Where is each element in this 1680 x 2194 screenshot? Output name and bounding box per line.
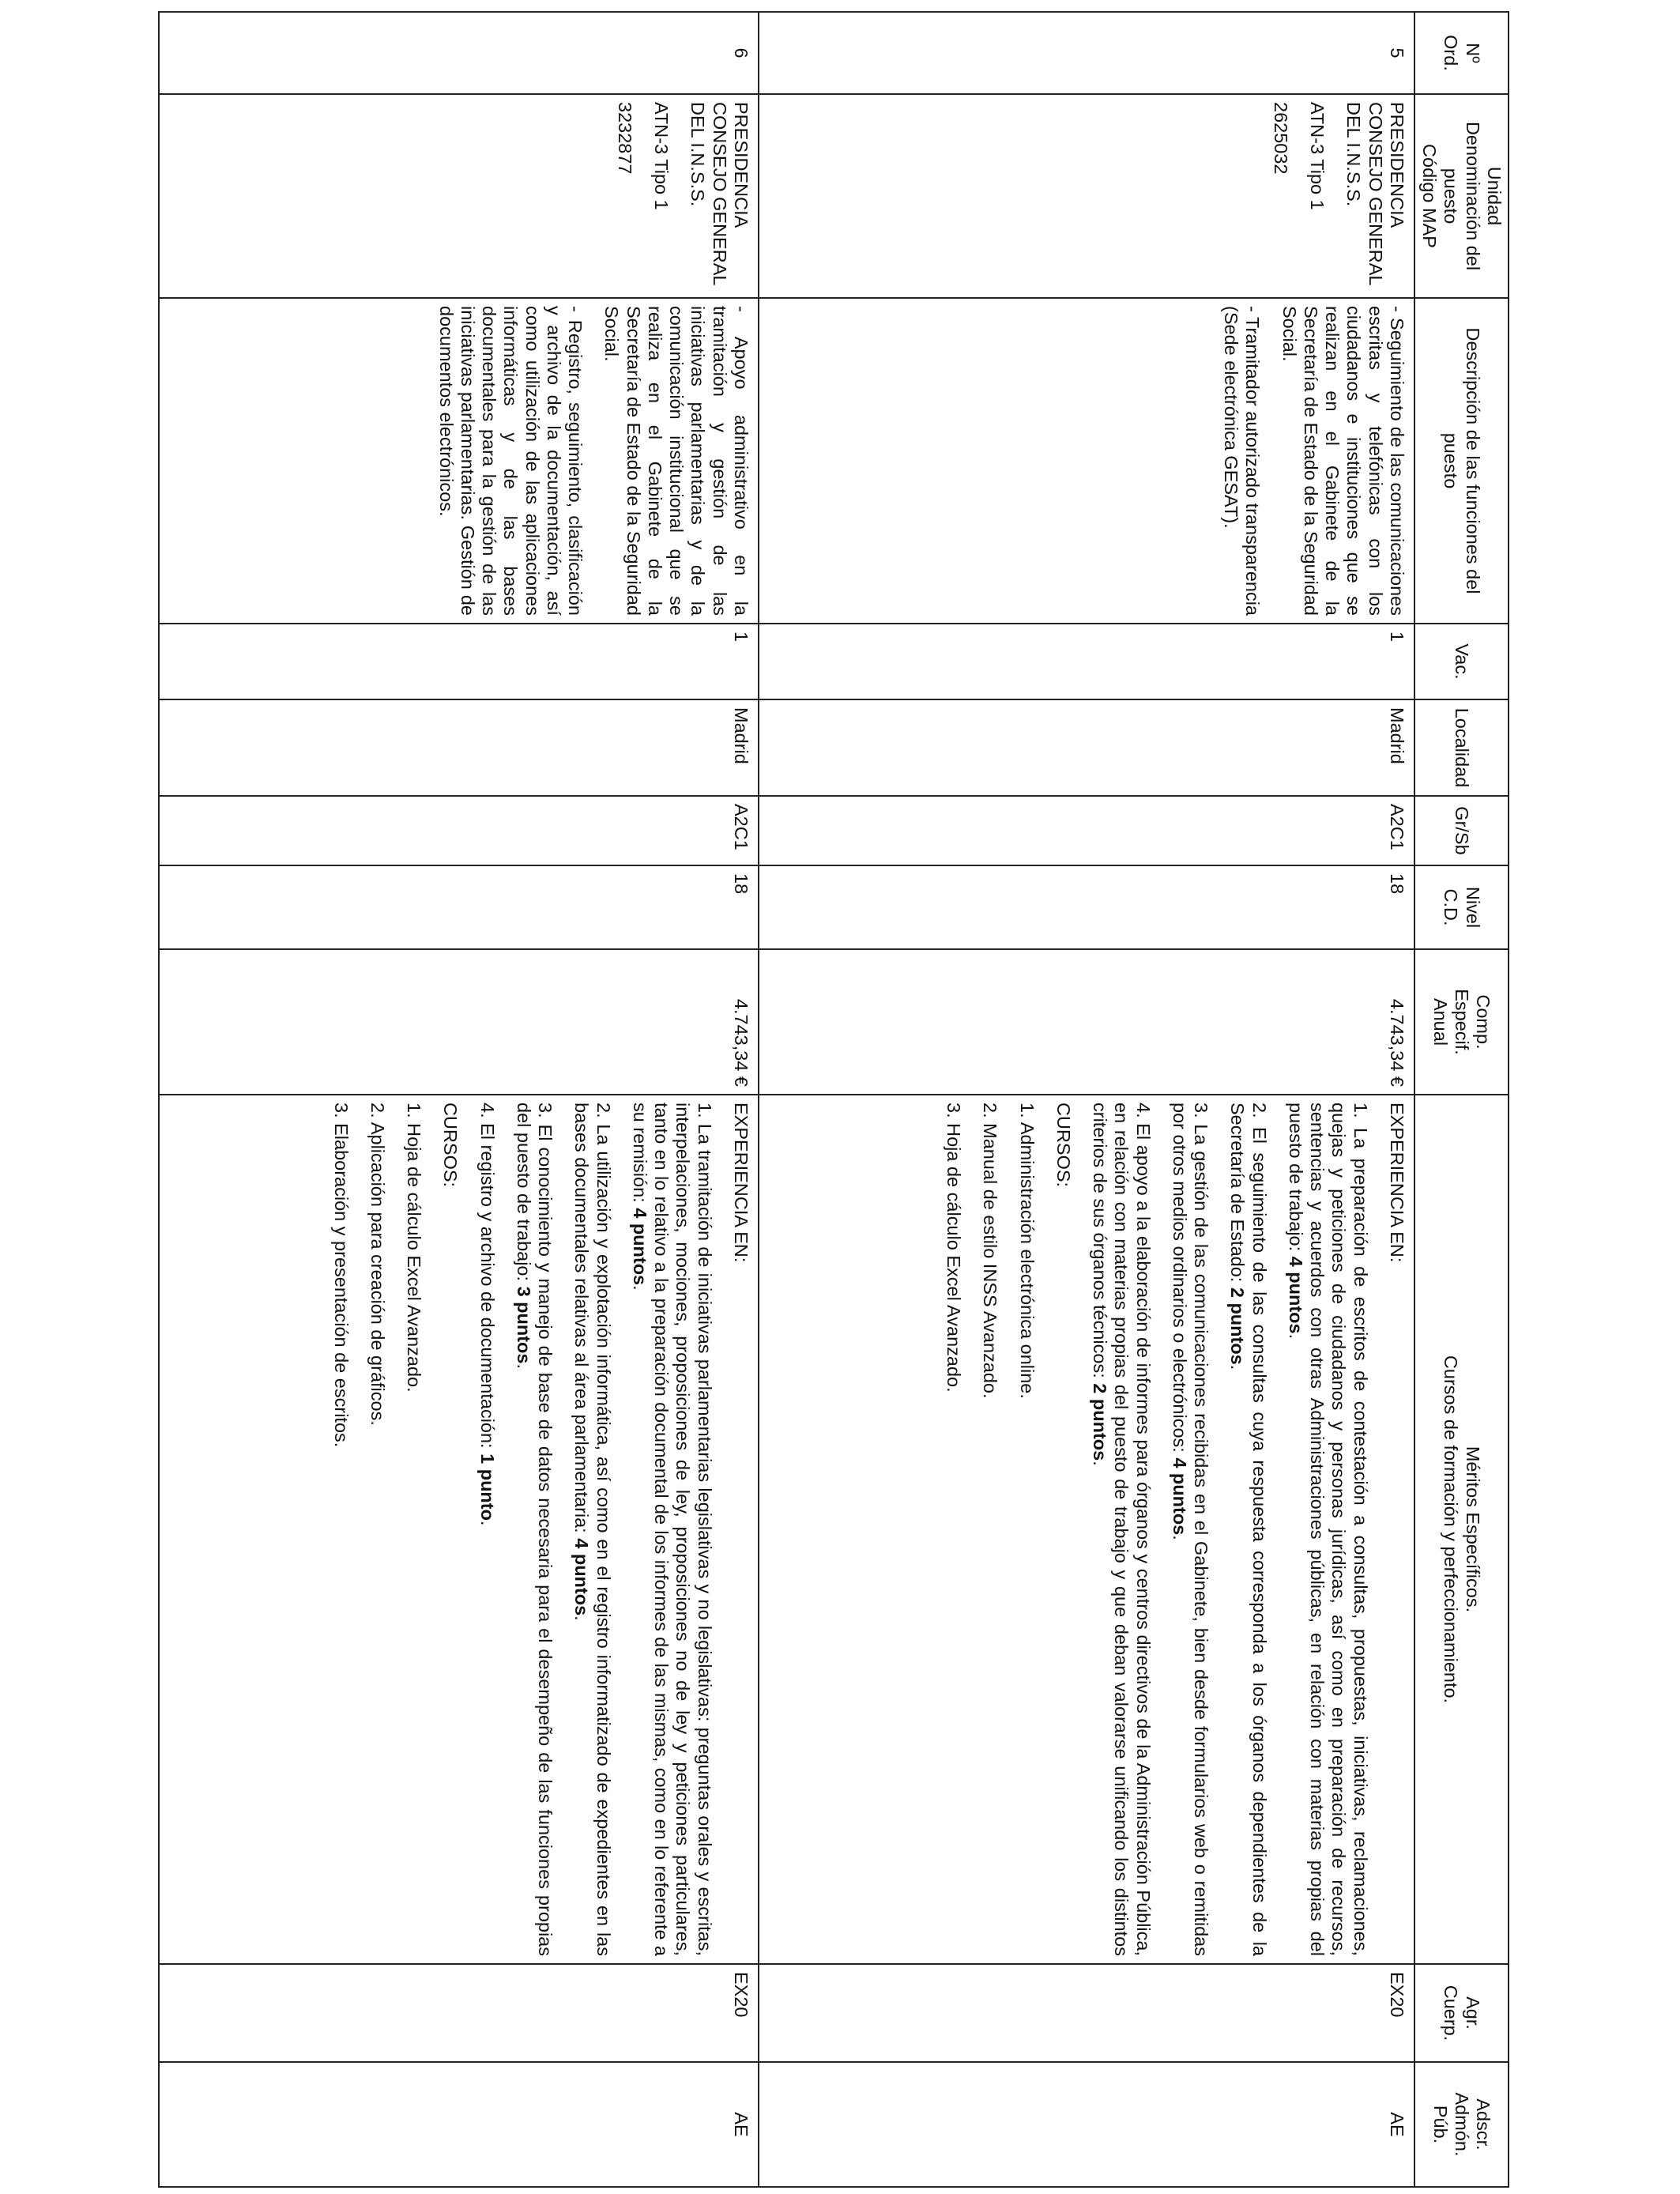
col-header-agr: Agr. Cuerp. [1414, 1964, 1509, 2062]
experience-label: EXPERIENCIA EN: [731, 1103, 751, 1263]
cell-description [159, 298, 759, 624]
merit-item: 4. El apoyo a la elaboración de informes para órganos y centros directivos de la Administración Pública, en relación con materias propias del puesto de trabajo y que deban valorarse unificando los distintos criterios de sus órganos técnicos: 2 puntos. [1090, 1103, 1154, 1956]
cell-nivel: 18 [159, 865, 759, 949]
cell-vac: 1 [759, 624, 1414, 699]
table-row [759, 12, 1414, 2187]
positions-table [158, 11, 1509, 2188]
merit-item: 3. La gestión de las comunicaciones recibidas en el Gabinete, bien desde formularios web o remitidas por otros medios ordinarios o electrónicos: 4 puntos. [1170, 1103, 1212, 1956]
merit-item: 3. El conocimiento y manejo de base de datos necesaria para el desempeño de las funciones propias del puesto de trabajo: 3 puntos. [514, 1103, 556, 1956]
col-header-grsb: Gr/Sb [1414, 796, 1509, 865]
unit-name: PRESIDENCIA CONSEJO GENERAL DEL I.N.S.S. [1343, 102, 1407, 285]
merit-item: 2. La utilización y explotación informática, así como en el registro informatizado de expedientes en las bases documentales relativas al área parlamentaria: 4 puntos. [571, 1103, 614, 1956]
course-item: 2. Manual de estilo INSS Avanzado. [980, 1103, 1001, 1399]
cell-adscr: AE [159, 2062, 759, 2187]
cell-merits [159, 1095, 759, 1964]
cell-localidad: Madrid [159, 699, 759, 796]
col-header-unit: Unidad Denominación del puesto Código MAP [1414, 94, 1509, 298]
function-item: - Apoyo administrativo en la tramitación y gestión de las iniciativas parlamentarias y de la comunicación institucional que se realiza en el Gabinete de la Secretaría de Estado de la Seguridad Social. [601, 306, 751, 616]
cell-agr: EX20 [759, 1964, 1414, 2062]
course-item: 1. Hoja de cálculo Excel Avanzado. [404, 1103, 425, 1393]
cell-vac: 1 [159, 624, 759, 699]
cell-grsb: A2C1 [159, 796, 759, 865]
cell-adscr: AE [759, 2062, 1414, 2187]
cell-localidad: Madrid [759, 699, 1414, 796]
unit-name: PRESIDENCIA CONSEJO GENERAL DEL I.N.S.S. [687, 102, 751, 285]
cell-ord: 6 [159, 12, 759, 94]
course-item: 2. Aplicación para creación de gráficos. [367, 1103, 388, 1426]
col-header-nivel: Nivel C.D. [1414, 865, 1509, 949]
cell-ord: 5 [759, 12, 1414, 94]
map-code: 3232877 [615, 102, 635, 175]
cell-nivel: 18 [759, 865, 1414, 949]
merit-item: 1. La preparación de escritos de contestación a consultas, propuestas, iniciativas, reclamaciones, quejas y peticiones de ciudadanos y personas jurídicas, así como en preparación de recursos, sentencias y acuerdos con otras Administraciones públicas, en relación con materias propias del puesto de trabajo: 4 puntos. [1286, 1103, 1371, 1956]
merit-item: 1. La tramitación de iniciativas parlamentarias legislativas y no legislativas: preguntas orales y escritas, interpelaciones, mociones, proposiciones de ley, proposiciones no de ley y peticiones particulares, tanto en lo relativo a la preparación documental de los informes de las mismas, como en lo referente a su remisión: 4 puntos. [630, 1103, 715, 1956]
cell-agr: EX20 [159, 1964, 759, 2062]
course-item: 1. Administración electrónica online. [1016, 1103, 1038, 1399]
col-header-adscr: Adscr. Admón. Púb. [1414, 2062, 1509, 2187]
merit-item: 2. El seguimiento de las consultas cuya respuesta corresponda a los órganos dependientes de la Secretaría de Estado: 2 puntos. [1227, 1103, 1270, 1956]
col-header-description: Descripción de las funciones del puesto [1414, 298, 1509, 624]
cell-unit [759, 94, 1414, 298]
denomination: ATN-3 Tipo 1 [651, 102, 672, 210]
cell-grsb: A2C1 [759, 796, 1414, 865]
courses-label: CURSOS: [1053, 1103, 1074, 1188]
header-row [1414, 12, 1509, 2187]
cell-description [759, 298, 1414, 624]
merit-item: 4. El registro y archivo de documentación: 1 punto. [477, 1103, 498, 1526]
map-code: 2625032 [1271, 102, 1291, 175]
cell-comp: 4.743,34 € [159, 949, 759, 1095]
function-item: - Registro, seguimiento, clasificación y archivo de la documentación, así como utilización de las aplicaciones informáticas y de las bases documentales para la gestión de las iniciativas parlamentarias. Gestión de documentos electrónicos. [435, 306, 586, 616]
col-header-merits: Méritos Específicos. Cursos de formación y perfeccionamiento. [1414, 1095, 1509, 1964]
cell-comp: 4.743,34 € [759, 949, 1414, 1095]
col-header-vac: Vac. [1414, 624, 1509, 699]
course-item: 3. Hoja de cálculo Excel Avanzado. [944, 1103, 965, 1393]
experience-label: EXPERIENCIA EN: [1387, 1103, 1407, 1263]
function-item: - Tramitador autorizado transparencia (Sede electrónica GESAT). [1221, 306, 1264, 616]
rotated-page [158, 11, 1509, 2186]
denomination: ATN-3 Tipo 1 [1307, 102, 1328, 210]
courses-label: CURSOS: [440, 1103, 461, 1188]
function-item: - Seguimiento de las comunicaciones escritas y telefónicas con los ciudadanos e instituciones que se realizan en el Gabinete de la Secretaría de Estado de la Seguridad Social. [1279, 306, 1407, 616]
table-row [159, 12, 759, 2187]
cell-unit [159, 94, 759, 298]
course-item: 3. Elaboración y presentación de escritos. [330, 1103, 352, 1448]
col-header-ord: Nº Ord. [1414, 12, 1509, 94]
cell-merits [759, 1095, 1414, 1964]
col-header-comp: Comp. Especif. Anual [1414, 949, 1509, 1095]
col-header-localidad: Localidad [1414, 699, 1509, 796]
